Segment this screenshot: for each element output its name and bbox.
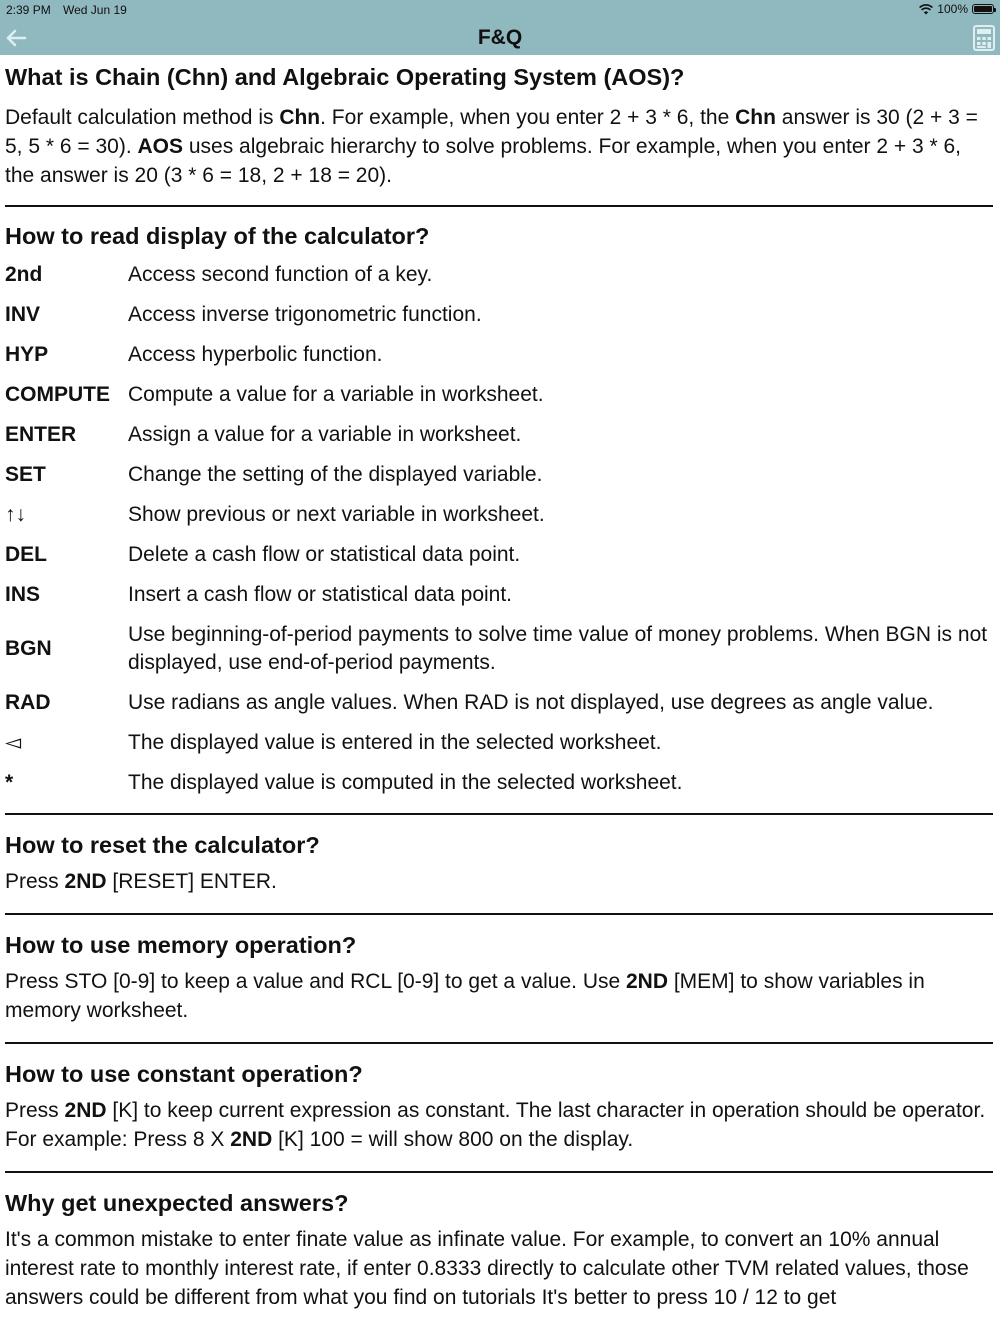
section-memory — [5, 915, 993, 1025]
definition-text: The displayed value is computed in the selected worksheet. — [128, 771, 683, 794]
text-segment: answer is 30 (2 + 3 = 5, 5 * 6 = 30). — [5, 106, 978, 158]
definition-term: 2nd — [5, 263, 43, 286]
section-body — [5, 1096, 993, 1154]
definition-text: Use radians as angle values. When RAD is not displayed, use degrees as angle value. — [128, 691, 934, 714]
definition-text: Compute a value for a variable in worksheet. — [128, 383, 544, 406]
definition-term: HYP — [5, 343, 49, 366]
text-segment: [K] to keep current expression as constant. The last character in operation should be operator. For example: Press 8 X — [5, 1099, 986, 1151]
text-segment: Press — [5, 870, 65, 893]
definition-row — [5, 335, 993, 375]
section-unexpected — [5, 1173, 993, 1312]
definition-text: Assign a value for a variable in worksheet. — [128, 423, 522, 446]
bold-term: AOS — [137, 135, 184, 158]
text-segment: Default calculation method is — [5, 106, 280, 129]
definition-row — [5, 723, 993, 763]
definition-term: DEL — [5, 543, 47, 566]
asterisk-icon: * — [5, 771, 14, 794]
section-reset — [5, 815, 993, 896]
definition-term: SET — [5, 463, 46, 486]
section-body — [5, 867, 993, 896]
definition-term: BGN — [5, 637, 52, 660]
section-title: How to read display of the calculator? — [5, 223, 430, 249]
definition-row — [5, 495, 993, 535]
bold-term: 2ND — [64, 1099, 107, 1122]
section-title: What is Chain (Chn) and Algebraic Operating System (AOS)? — [5, 64, 685, 90]
text-segment: [MEM] to show variables in memory worksheet. — [5, 970, 925, 1022]
section-body — [5, 1225, 993, 1312]
definition-row — [5, 615, 993, 683]
definition-text: Insert a cash flow or statistical data point. — [128, 583, 513, 606]
definition-text: Show previous or next variable in worksheet. — [128, 503, 545, 526]
text-segment: uses algebraic hierarchy to solve problems. For example, when you enter 2 + 3 * 6, the answer is 20 (3 * 6 = 18, 2 + 18 = 20). — [5, 135, 962, 187]
battery-icon — [972, 4, 994, 14]
definition-text: The displayed value is entered in the selected worksheet. — [128, 731, 662, 754]
definition-text: Access inverse trigonometric function. — [128, 303, 482, 326]
text-segment: Press — [5, 1099, 65, 1122]
text-segment: [RESET] ENTER. — [106, 870, 277, 893]
definition-term: INS — [5, 583, 41, 606]
definition-list — [5, 255, 993, 803]
definition-text: Use beginning-of-period payments to solve time value of money problems. When BGN is not displayed, use end-of-period payments. — [128, 623, 988, 674]
definition-text: Change the setting of the displayed variable. — [128, 463, 543, 486]
top-bar — [0, 0, 1000, 55]
definition-text: Access hyperbolic function. — [128, 343, 383, 366]
arrows-up-down-icon: ↑↓ — [5, 503, 26, 526]
definition-row — [5, 575, 993, 615]
section-title: Why get unexpected answers? — [5, 1190, 349, 1216]
text-segment: . For example, when you enter 2 + 3 * 6, the — [320, 106, 736, 129]
status-date: Wed Jun 19 — [63, 3, 127, 17]
text-segment: It's a common mistake to enter finate value as infinate value. For example, to convert an 10% annual interest rate to monthly interest rate, if enter 0.8333 directly to calculate other TVM related values, those answers could be different from what you find on tutorials It's better to press 10 / 12 to get — [5, 1228, 969, 1309]
section-title: How to use memory operation? — [5, 932, 357, 958]
definition-text: Access second function of a key. — [128, 263, 433, 286]
text-segment: [K] 100 = will show 800 on the display. — [272, 1128, 634, 1151]
bold-term: 2ND — [64, 870, 107, 893]
definition-row — [5, 255, 993, 295]
definition-text: Delete a cash flow or statistical data point. — [128, 543, 521, 566]
definition-term: ENTER — [5, 423, 77, 446]
definition-row — [5, 683, 993, 723]
definition-row — [5, 415, 993, 455]
section-title: How to use constant operation? — [5, 1061, 363, 1087]
section-chn-aos — [5, 55, 993, 190]
section-title: How to reset the calculator? — [5, 832, 320, 858]
definition-row — [5, 535, 993, 575]
definition-row — [5, 295, 993, 335]
definition-term: RAD — [5, 691, 51, 714]
battery-percent: 100% — [937, 2, 968, 16]
text-segment: Press STO [0-9] to keep a value and RCL [0-9] to get a value. Use — [5, 970, 626, 993]
bold-term: 2ND — [626, 970, 669, 993]
bold-term: Chn — [279, 106, 321, 129]
section-body — [5, 103, 993, 190]
page-title: F&Q — [477, 26, 523, 49]
definition-term: INV — [5, 303, 41, 326]
bold-term: Chn — [735, 106, 776, 129]
calculator-icon[interactable] — [973, 25, 995, 51]
definition-term: COMPUTE — [5, 383, 110, 406]
definition-row — [5, 763, 993, 803]
bold-term: 2ND — [230, 1128, 273, 1151]
section-constant — [5, 1044, 993, 1154]
triangle-left-icon: ◅ — [5, 731, 22, 754]
definition-row — [5, 375, 993, 415]
faq-content[interactable] — [5, 55, 993, 1312]
definition-row — [5, 455, 993, 495]
wifi-icon — [919, 4, 933, 15]
status-time: 2:39 PM — [6, 3, 51, 17]
section-body — [5, 967, 993, 1025]
section-display — [5, 207, 993, 803]
status-right — [919, 2, 994, 16]
